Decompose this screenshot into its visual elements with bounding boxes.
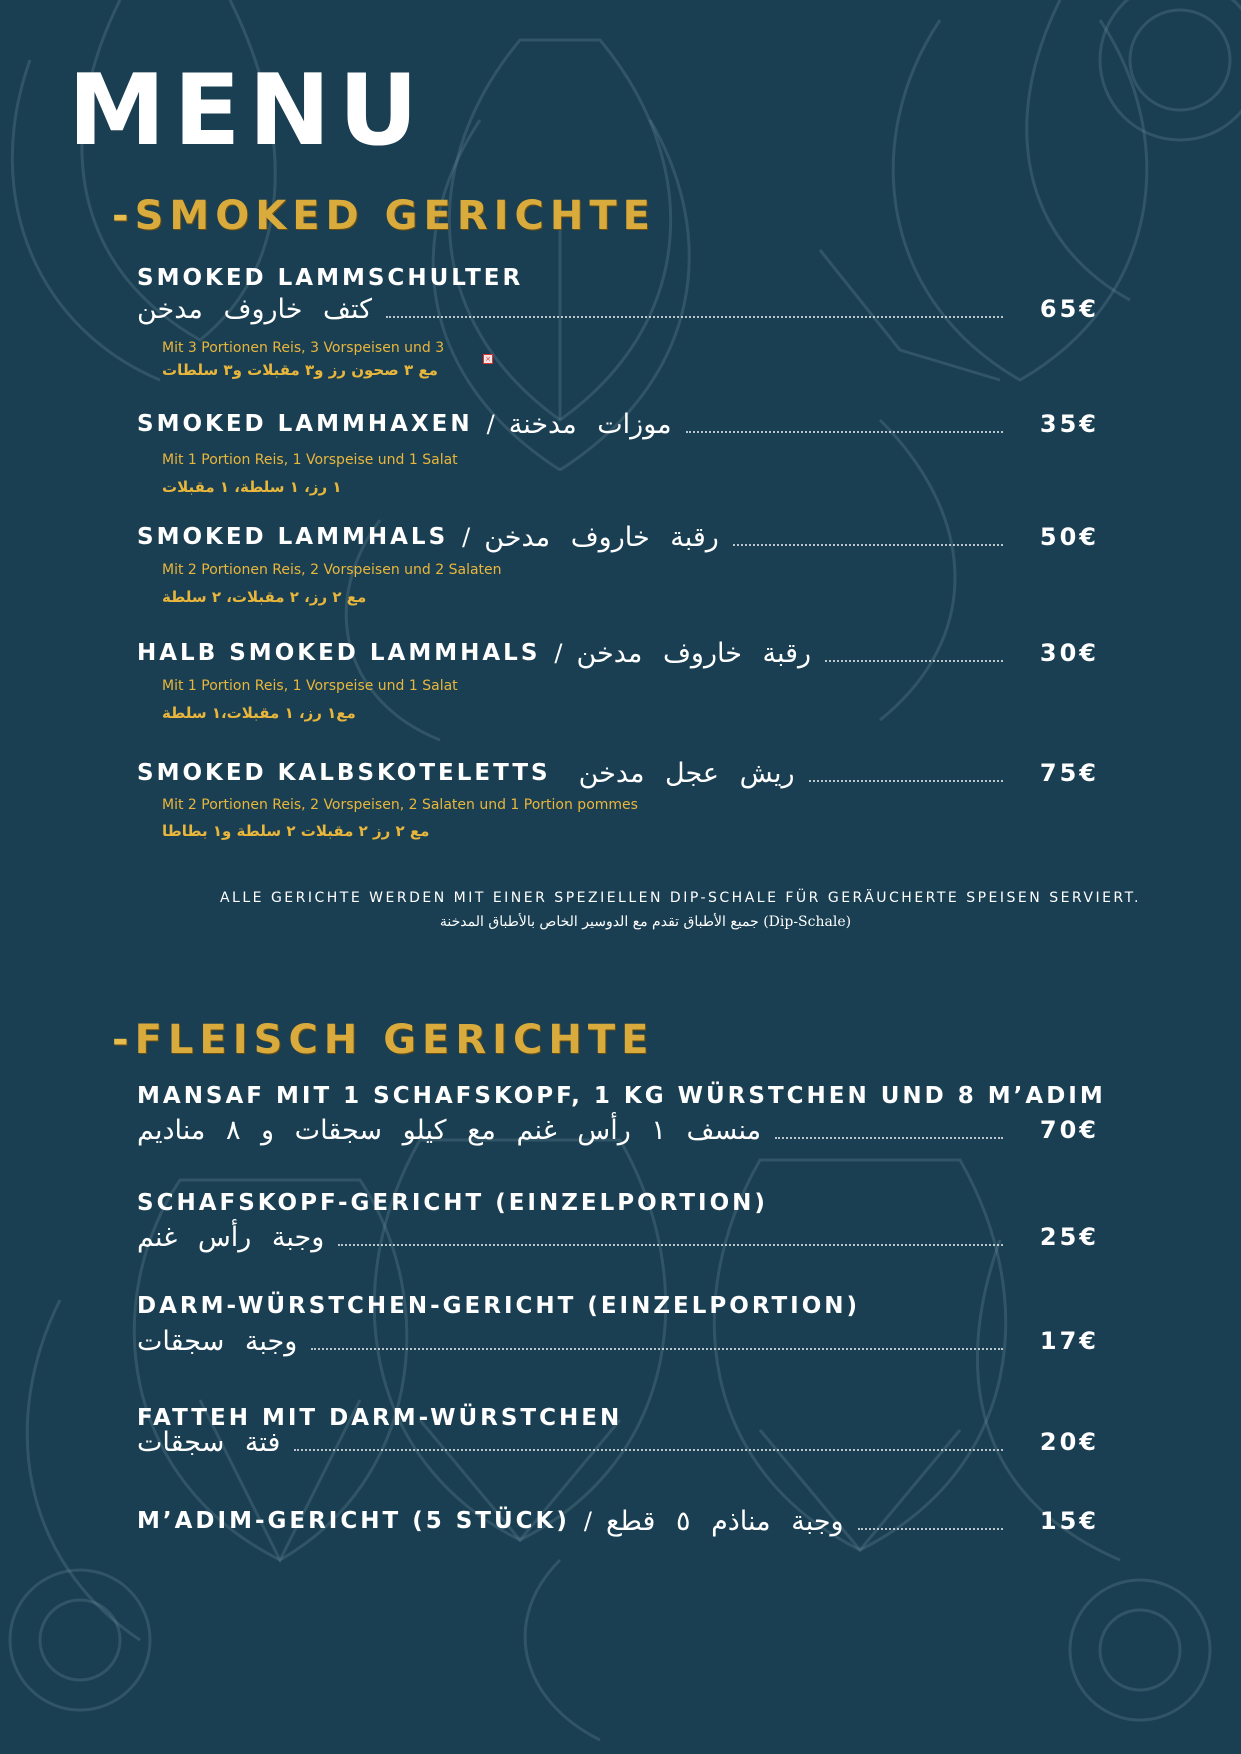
item-separator: / xyxy=(583,1507,592,1535)
dot-leader xyxy=(311,1348,1003,1350)
item-name-ar: كتف خاروف مدخن xyxy=(137,293,372,325)
item-name-de: SMOKED LAMMHALS xyxy=(137,524,449,550)
item-price: 50€ xyxy=(1039,523,1099,551)
section-title-fleisch: -FLEISCH GERICHTE xyxy=(112,1017,655,1063)
item-price: 70€ xyxy=(1039,1116,1099,1144)
item-note-ar: ١ رز، ١ سلطة، ١ مقبلات xyxy=(162,478,342,496)
item-name-ar: منسف ١ رأس غنم مع كيلو سجقات و ٨ مناديم xyxy=(137,1114,762,1146)
item-price: 17€ xyxy=(1039,1327,1099,1355)
dot-leader xyxy=(294,1449,1003,1451)
item-name-de: SMOKED KALBSKOTELETTS xyxy=(137,760,551,786)
section-footer-de: ALLE GERICHTE WERDEN MIT EINER SPEZIELLEN DIP-SCHALE FÜR GERÄUCHERTE SPEISEN SERVIERT. xyxy=(219,890,1141,906)
item-name-de: SMOKED LAMMSCHULTER xyxy=(137,265,524,291)
item-note-de: Mit 1 Portion Reis, 1 Vorspeise und 1 Salat xyxy=(162,678,458,694)
item-price: 65€ xyxy=(1039,295,1099,323)
item-note-ar: مع ٣ صحون رز و٣ مقبلات و٣ سلطات xyxy=(162,361,438,379)
item-separator: / xyxy=(554,639,563,667)
dot-leader xyxy=(338,1244,1003,1246)
menu-item-row xyxy=(137,756,1099,790)
broken-image-icon: × xyxy=(483,354,493,364)
item-name-ar: رقبة خاروف مدخن xyxy=(576,637,812,669)
item-name-ar: وجبة مناذم ٥ قطع xyxy=(605,1505,844,1537)
dot-leader xyxy=(733,544,1003,546)
item-name-de: DARM-WÜRSTCHEN-GERICHT (EINZELPORTION) xyxy=(137,1293,861,1319)
item-note-de: Mit 2 Portionen Reis, 2 Vorspeisen und 2 Salaten xyxy=(162,562,502,578)
item-name-ar: فتة سجقات xyxy=(137,1426,281,1458)
item-price: 30€ xyxy=(1039,639,1099,667)
item-name-de: MANSAF MIT 1 SCHAFSKOPF, 1 KG WÜRSTCHEN UND 8 M’ADIM xyxy=(137,1083,1106,1109)
item-name-ar: وجبة سجقات xyxy=(137,1325,298,1357)
menu-item-row xyxy=(137,1425,1099,1459)
item-note-de: Mit 2 Portionen Reis, 2 Vorspeisen, 2 Salaten und 1 Portion pommes xyxy=(162,797,638,813)
section-footer-ar: جميع الأطباق تقدم مع الدوسير الخاص بالأطباق المدخنة (Dip-Schale) xyxy=(439,914,852,930)
menu-item-row xyxy=(137,636,1099,670)
item-note-ar: مع ٢ رز، ٢ مقبلات، ٢ سلطة xyxy=(162,588,367,606)
dot-leader xyxy=(825,660,1003,662)
item-name-de: M’ADIM-GERICHT (5 STÜCK) xyxy=(137,1508,570,1534)
item-name-ar: ريش عجل مدخن xyxy=(578,757,795,789)
item-note-de: Mit 1 Portion Reis, 1 Vorspeise und 1 Salat xyxy=(162,452,458,468)
menu-item-row xyxy=(137,292,1099,326)
dot-leader xyxy=(386,316,1003,318)
item-name-de: FATTEH MIT DARM-WÜRSTCHEN xyxy=(137,1405,623,1431)
item-price: 75€ xyxy=(1039,759,1099,787)
item-price: 25€ xyxy=(1039,1223,1099,1251)
item-name-ar: رقبة خاروف مدخن xyxy=(484,521,719,553)
item-name-de: HALB SMOKED LAMMHALS xyxy=(137,640,541,666)
item-separator: / xyxy=(486,410,495,438)
item-note-ar: مع ٢ رز ٢ مقبلات ٢ سلطة و١ بطاطا xyxy=(162,822,430,840)
dot-leader xyxy=(775,1137,1003,1139)
item-price: 35€ xyxy=(1039,410,1099,438)
item-separator: / xyxy=(462,523,471,551)
item-note-de: Mit 3 Portionen Reis, 3 Vorspeisen und 3 xyxy=(162,340,445,356)
section-title-smoked: -SMOKED GERICHTE xyxy=(112,193,656,239)
item-name-ar: موزات مدخنة xyxy=(508,408,672,440)
item-name-ar: وجبة رأس غنم xyxy=(137,1221,325,1253)
menu-title: MENU xyxy=(68,54,427,168)
dot-leader xyxy=(686,431,1003,433)
item-price: 20€ xyxy=(1039,1428,1099,1456)
item-name-de: SCHAFSKOPF-GERICHT (EINZELPORTION) xyxy=(137,1190,768,1216)
item-price: 15€ xyxy=(1039,1507,1099,1535)
dot-leader xyxy=(809,780,1003,782)
item-name-de: SMOKED LAMMHAXEN xyxy=(137,411,473,437)
dot-leader xyxy=(858,1528,1003,1530)
menu-item-row xyxy=(137,520,1099,554)
menu-item-row xyxy=(137,1113,1099,1147)
menu-item-row xyxy=(137,407,1099,441)
item-note-ar: مع١ رز، ١ مقبلات،١ سلطة xyxy=(162,704,356,722)
menu-item-row xyxy=(137,1220,1099,1254)
menu-item-row xyxy=(137,1324,1099,1358)
menu-item-row xyxy=(137,1504,1099,1538)
